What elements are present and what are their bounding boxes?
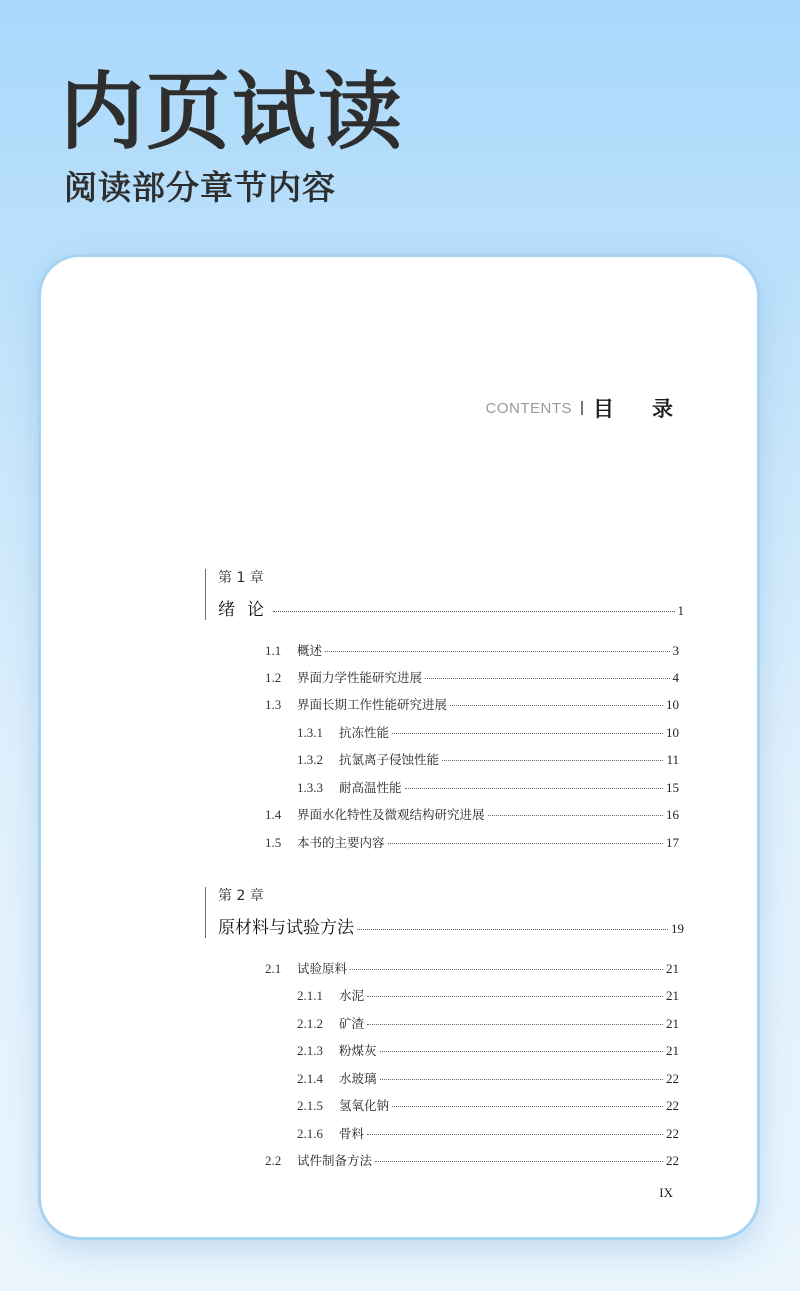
item-number: 1.3.3 [297,780,323,795]
preview-card [38,254,760,1240]
toc-item[interactable] [265,959,679,979]
leader-dots [392,1106,663,1107]
chapter-title: 绪论 [218,600,276,620]
item-number: 2.1.3 [297,1043,323,1058]
leader-dots [380,1051,663,1052]
leader-dots [392,733,663,734]
leader-dots [442,760,663,761]
leader-dots [367,1024,663,1025]
item-number: 2.1.5 [297,1098,323,1113]
header-divider [581,401,583,415]
toc-subitem[interactable] [297,1014,679,1034]
hero-title: 内页试读 [60,63,405,161]
leader-dots [375,1161,663,1162]
leader-dots [425,678,669,679]
toc-subitem[interactable] [297,778,679,798]
page-number: 22 [666,1126,679,1141]
item-title: 试件制备方法 [297,1153,373,1168]
item-title: 界面长期工作性能研究进展 [297,697,448,712]
toc-subitem[interactable] [297,750,679,770]
toc-subitem[interactable] [297,1041,679,1061]
leader-dots [357,929,668,930]
page-number: 21 [666,1016,679,1031]
item-number: 2.1.1 [297,988,323,1003]
item-title: 骨料 [339,1126,365,1141]
page-number: 21 [666,1043,679,1058]
leader-dots [380,1079,663,1080]
page-number: 1 [677,603,684,618]
item-number: 2.1.4 [297,1071,323,1086]
leader-dots [367,1134,663,1135]
page-number-roman: IX [659,1185,673,1200]
leader-dots [388,843,663,844]
chapter-title-row[interactable] [218,595,684,620]
page-number: 16 [666,807,679,822]
toc-subitem[interactable] [297,723,679,743]
item-number: 1.5 [265,835,282,850]
toc-subitem[interactable] [297,1124,679,1144]
item-title: 耐高温性能 [339,780,402,795]
page-number: 22 [666,1098,679,1113]
chapter-label: 第 1 章 [218,570,264,586]
item-title: 概述 [297,643,323,658]
leader-dots [488,815,663,816]
page-number: 21 [666,988,679,1003]
page-number: 22 [666,1071,679,1086]
chapter-title: 原材料与试验方法 [218,918,354,938]
leader-dots [350,969,663,970]
contents-title-cn: 目录 [593,397,711,421]
toc-page [41,257,757,1237]
toc-subitem[interactable] [297,986,679,1006]
toc-item[interactable] [265,1151,679,1171]
contents-label-en: CONTENTS [485,399,572,417]
contents-header [485,393,711,423]
chapter-2-heading [205,887,684,938]
page-number: 10 [666,725,679,740]
item-title: 抗氯离子侵蚀性能 [339,752,440,767]
chapter-title-row[interactable] [218,913,684,938]
item-title: 矿渣 [339,1016,365,1031]
page-number: 21 [666,961,679,976]
item-title: 水玻璃 [339,1071,377,1086]
page-number: 15 [666,780,679,795]
item-number: 1.3.1 [297,725,323,740]
item-number: 1.3.2 [297,752,323,767]
item-title: 氢氧化钠 [339,1098,390,1113]
hero-subtitle: 阅读部分章节内容 [64,168,336,207]
page-number: 4 [672,670,679,685]
page-number: 10 [666,697,679,712]
item-number: 1.3 [265,697,282,712]
item-title: 界面水化特性及微观结构研究进展 [297,807,485,822]
leader-dots [450,705,663,706]
page-number: 19 [671,921,684,936]
item-title: 试验原料 [297,961,348,976]
toc-item[interactable] [265,833,679,853]
toc-subitem[interactable] [297,1069,679,1089]
leader-dots [273,611,675,612]
item-title: 抗冻性能 [339,725,390,740]
page-number: 17 [666,835,679,850]
item-number: 1.4 [265,807,282,822]
item-title: 水泥 [339,988,365,1003]
chapter-label: 第 2 章 [218,888,264,904]
item-number: 1.2 [265,670,282,685]
item-number: 2.2 [265,1153,282,1168]
item-number: 2.1 [265,961,282,976]
page-number: 22 [666,1153,679,1168]
leader-dots [405,788,663,789]
toc-item[interactable] [265,805,679,825]
toc-item[interactable] [265,695,679,715]
chapter-1-heading [205,569,684,620]
item-title: 界面力学性能研究进展 [297,670,423,685]
item-number: 2.1.6 [297,1126,323,1141]
item-title: 本书的主要内容 [297,835,385,850]
item-title: 粉煤灰 [339,1043,377,1058]
item-number: 1.1 [265,643,282,658]
page-number: 11 [666,752,679,767]
item-number: 2.1.2 [297,1016,323,1031]
leader-dots [367,996,663,997]
toc-item[interactable] [265,641,679,661]
toc-item[interactable] [265,668,679,688]
leader-dots [325,651,669,652]
page-number: 3 [672,643,679,658]
toc-subitem[interactable] [297,1096,679,1116]
